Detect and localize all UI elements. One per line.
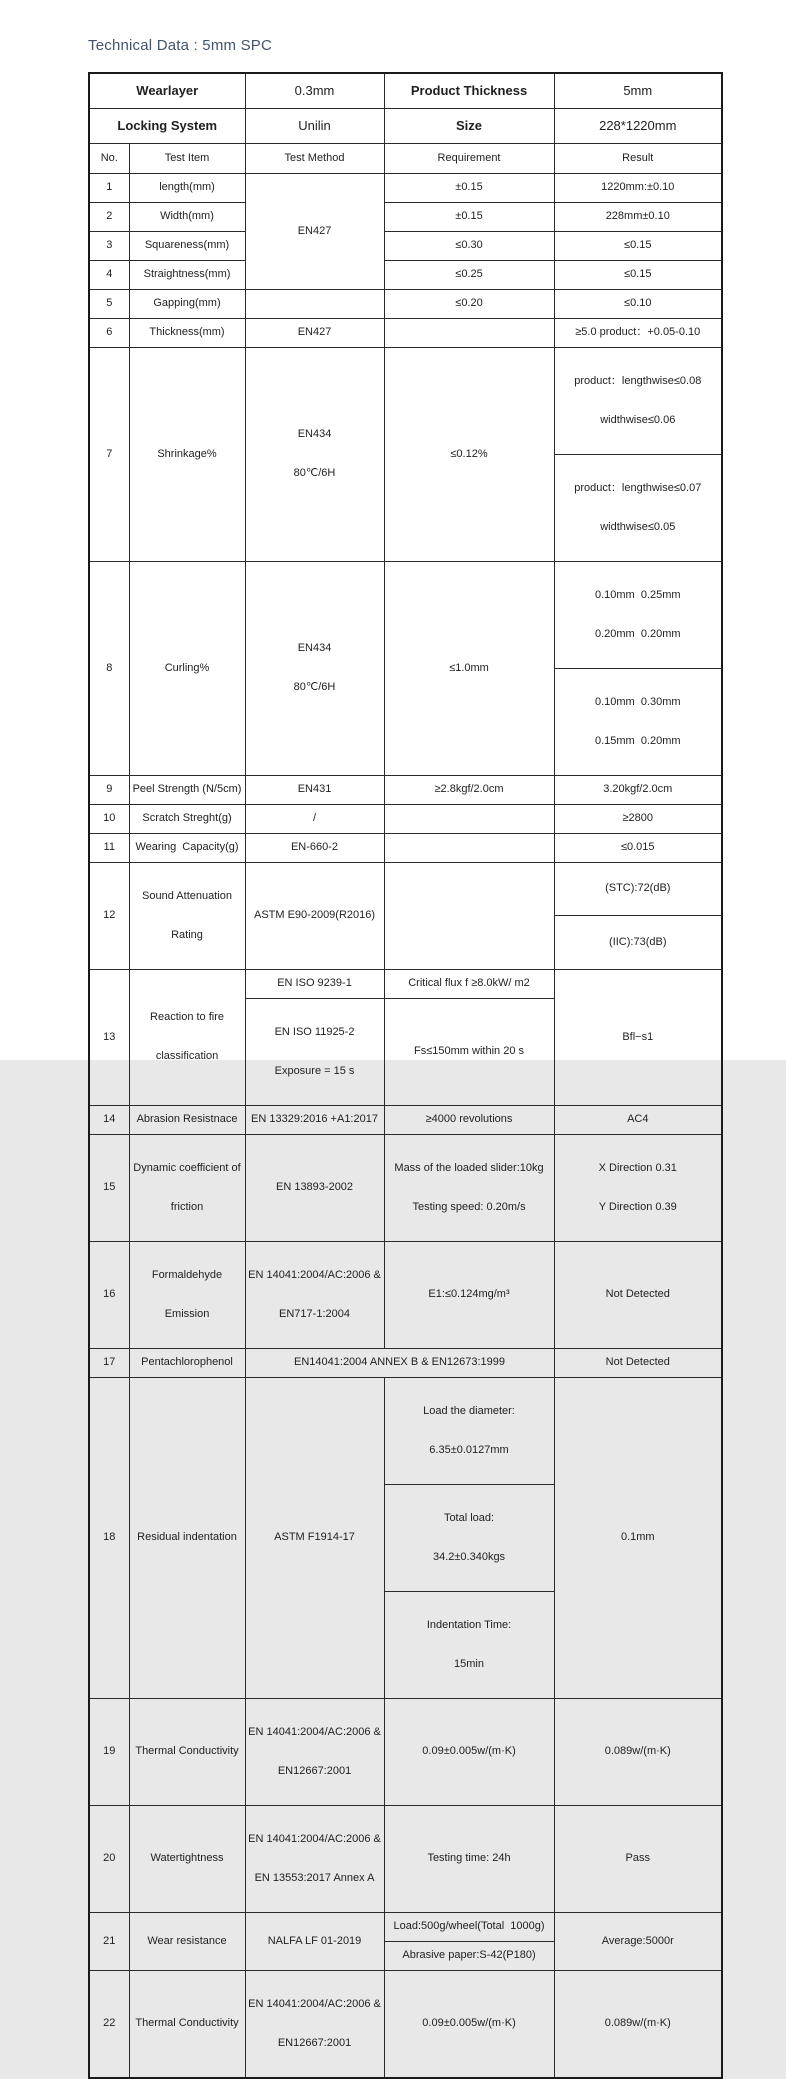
test-method-cell: EN427 [245,318,384,347]
result-cell [554,1134,722,1241]
result-cell [554,561,722,668]
requirement-cell: ≤1.0mm [384,561,554,775]
no-cell: 2 [89,202,129,231]
header-row-locking-system [89,108,722,143]
requirement-cell: ≤0.20 [384,289,554,318]
test-item-cell [129,862,245,969]
test-item-cell: Thickness(mm) [129,318,245,347]
test-item-cell [129,1241,245,1348]
requirement-cell [384,1591,554,1698]
method-line: EN 14041:2004/AC:2006 & [248,1832,381,1845]
result-cell: (IIC):73(dB) [554,916,722,970]
requirement-line: Total load: [443,1511,495,1524]
result-cell: 0.1mm [554,1377,722,1698]
test-method-cell [245,347,384,561]
table-row-20 [89,1805,722,1912]
test-method-cell: ASTM F1914-17 [245,1377,384,1698]
method-line: EN717-1:2004 [279,1307,350,1320]
column-header-test-method: Test Method [245,143,384,173]
no-cell: 14 [89,1105,129,1134]
requirement-cell [384,862,554,969]
method-line: EN12667:2001 [277,2036,352,2049]
result-line: 0.20mm 0.20mm [594,627,681,640]
result-cell: ≥2800 [554,804,722,833]
no-cell: 20 [89,1805,129,1912]
table-row-8 [89,561,722,668]
result-cell: 228mm±0.10 [554,202,722,231]
test-method-cell: EN 13329:2016 +A1:2017 [245,1105,384,1134]
page-title: Technical Data : 5mm SPC [88,37,273,54]
no-cell: 21 [89,1912,129,1970]
result-cell [554,347,722,454]
requirement-cell: Abrasive paper:S-42(P180) [384,1941,554,1970]
test-item-cell: Squareness(mm) [129,231,245,260]
requirement-cell [384,1484,554,1591]
wearlayer-value: 0.3mm [245,73,384,108]
size-value: 228*1220mm [554,108,722,143]
item-line: friction [170,1200,204,1213]
wearlayer-label: Wearlayer [89,73,245,108]
test-method-cell: EN427 [245,173,384,289]
result-cell: 0.089w/(m·K) [554,1698,722,1805]
table-row-16 [89,1241,722,1348]
requirement-cell [384,1377,554,1484]
table-row-15 [89,1134,722,1241]
requirement-cell: ±0.15 [384,173,554,202]
test-item-cell: Abrasion Resistnace [129,1105,245,1134]
result-line: 0.10mm 0.25mm [594,588,681,601]
test-method-cell: NALFA LF 01-2019 [245,1912,384,1970]
result-cell: ≤0.015 [554,833,722,862]
requirement-cell: ±0.15 [384,202,554,231]
requirement-line: Indentation Time: [426,1618,512,1631]
test-method-cell [245,561,384,775]
no-cell: 22 [89,1970,129,2078]
table-row-5 [89,289,722,318]
test-method-cell: EN 13893-2002 [245,1134,384,1241]
result-cell: ≤0.15 [554,260,722,289]
method-line: EN12667:2001 [277,1764,352,1777]
no-cell: 17 [89,1348,129,1377]
test-item-cell: Width(mm) [129,202,245,231]
item-line: Formaldehyde [151,1268,223,1281]
method-line: Exposure = 15 s [274,1064,355,1077]
item-line: Reaction to fire [150,1011,224,1023]
no-cell: 5 [89,289,129,318]
table-row-12 [89,862,722,916]
test-item-cell: Thermal Conductivity [129,1698,245,1805]
product-thickness-label: Product Thickness [384,73,554,108]
test-item-cell: length(mm) [129,173,245,202]
test-method-cell [245,998,384,1105]
size-label: Size [384,108,554,143]
result-line: Y Direction 0.39 [598,1200,677,1213]
item-line: Sound Attenuation [142,889,232,902]
no-cell: 1 [89,173,129,202]
test-method-cell: EN-660-2 [245,833,384,862]
test-method-cell [245,289,384,318]
table-row-13 [89,969,722,998]
result-cell [554,454,722,561]
table-row-4 [89,260,722,289]
test-method-cell: EN431 [245,775,384,804]
column-header-no: No. [89,143,129,173]
test-item-cell: Scratch Streght(g) [129,804,245,833]
result-cell: Average:5000r [554,1912,722,1970]
item-line: Emission [164,1307,210,1320]
method-line: EN 14041:2004/AC:2006 & [248,1268,381,1281]
requirement-cell: Fs≤150mm within 20 s [384,998,554,1105]
result-line: X Direction 0.31 [598,1161,677,1174]
result-line: product：lengthwise≤0.08 [574,374,702,387]
result-cell: Not Detected [554,1348,722,1377]
no-cell: 18 [89,1377,129,1698]
table-row-19 [89,1698,722,1805]
item-line: classification [155,1050,219,1062]
test-item-cell: Curling% [129,561,245,775]
table-row-10 [89,804,722,833]
table-row-11 [89,833,722,862]
method-line: EN ISO 11925-2 [274,1025,355,1038]
requirement-line: Mass of the loaded slider:10kg [394,1161,544,1174]
requirement-line: 34.2±0.340kgs [432,1550,506,1563]
no-cell: 7 [89,347,129,561]
no-cell: 8 [89,561,129,775]
requirement-cell: Testing time: 24h [384,1805,554,1912]
product-thickness-value: 5mm [554,73,722,108]
no-cell: 11 [89,833,129,862]
result-line: product：lengthwise≤0.07 [574,481,702,494]
requirement-cell: ≤0.25 [384,260,554,289]
no-cell: 19 [89,1698,129,1805]
table-row-21 [89,1912,722,1941]
item-line: Rating [171,928,203,941]
result-cell: ≤0.15 [554,231,722,260]
result-line: 0.15mm 0.20mm [594,734,681,747]
test-method-cell [245,1805,384,1912]
table-row-18 [89,1377,722,1484]
requirement-cell: 0.09±0.005w/(m·K) [384,1970,554,2078]
test-item-cell: Gapping(mm) [129,289,245,318]
requirement-cell: ≥2.8kgf/2.0cm [384,775,554,804]
table-row-1 [89,173,722,202]
method-line: EN434 [297,642,332,654]
result-line: widthwise≤0.06 [600,413,676,426]
requirement-cell: ≥4000 revolutions [384,1105,554,1134]
no-cell: 4 [89,260,129,289]
result-cell [554,668,722,775]
table-row-22 [89,1970,722,2078]
result-cell: 0.089w/(m·K) [554,1970,722,2078]
test-item-cell: Wearing Capacity(g) [129,833,245,862]
requirement-cell: ≤0.30 [384,231,554,260]
requirement-cell: 0.09±0.005w/(m·K) [384,1698,554,1805]
no-cell: 16 [89,1241,129,1348]
no-cell: 6 [89,318,129,347]
result-line: widthwise≤0.05 [600,520,676,533]
result-cell: (STC):72(dB) [554,862,722,916]
test-item-cell: Watertightness [129,1805,245,1912]
item-line: Dynamic coefficient of [133,1161,241,1174]
result-line: 0.10mm 0.30mm [594,695,681,708]
test-item-cell: Residual indentation [129,1377,245,1698]
no-cell: 15 [89,1134,129,1241]
method-line: EN434 [297,428,332,440]
method-line: EN 13553:2017 Annex A [254,1871,375,1884]
test-method-cell [245,1698,384,1805]
table-row-3 [89,231,722,260]
no-cell: 12 [89,862,129,969]
method-line: 80℃/6H [293,467,336,479]
requirement-line: Load the diameter: [423,1404,515,1417]
requirement-cell [384,804,554,833]
requirement-line: Testing speed: 0.20m/s [412,1200,526,1213]
table-row-2 [89,202,722,231]
result-cell: AC4 [554,1105,722,1134]
header-row-wearlayer [89,73,722,108]
requirement-line: 15min [454,1657,484,1670]
table-row-17 [89,1348,722,1377]
result-cell: ≤0.10 [554,289,722,318]
test-item-cell [129,1134,245,1241]
test-item-cell: Peel Strength (N/5cm) [129,775,245,804]
no-cell: 10 [89,804,129,833]
method-line: 80℃/6H [293,681,336,693]
test-item-cell: Wear resistance [129,1912,245,1970]
table-row-14 [89,1105,722,1134]
test-item-cell: Straightness(mm) [129,260,245,289]
result-cell: Bfl−s1 [554,969,722,1105]
table-row-9 [89,775,722,804]
test-method-requirement-cell: EN14041:2004 ANNEX B & EN12673:1999 [245,1348,554,1377]
column-header-test-item: Test Item [129,143,245,173]
method-line: EN 14041:2004/AC:2006 & [248,1997,381,2010]
requirement-cell: Critical flux f ≥8.0kW/ m2 [384,969,554,998]
column-header-requirement: Requirement [384,143,554,173]
test-item-cell: Shrinkage% [129,347,245,561]
requirement-line: 6.35±0.0127mm [429,1443,509,1456]
locking-system-label: Locking System [89,108,245,143]
column-header-result: Result [554,143,722,173]
result-cell: 1220mm:±0.10 [554,173,722,202]
test-method-cell: ASTM E90-2009(R2016) [245,862,384,969]
technical-data-table [88,72,723,2079]
test-method-cell: EN ISO 9239-1 [245,969,384,998]
locking-system-value: Unilin [245,108,384,143]
table-row-7 [89,347,722,454]
result-cell: ≥5.0 product：+0.05-0.10 [554,318,722,347]
requirement-cell [384,318,554,347]
method-line: EN 14041:2004/AC:2006 & [248,1725,381,1738]
test-method-cell [245,1241,384,1348]
requirement-cell [384,1134,554,1241]
no-cell: 3 [89,231,129,260]
requirement-cell: E1:≤0.124mg/m³ [384,1241,554,1348]
test-method-cell [245,1970,384,2078]
result-cell: 3.20kgf/2.0cm [554,775,722,804]
requirement-cell: ≤0.12% [384,347,554,561]
table-row-6 [89,318,722,347]
column-header-row [89,143,722,173]
result-cell: Pass [554,1805,722,1912]
test-item-cell [129,969,245,1105]
result-cell: Not Detected [554,1241,722,1348]
test-item-cell: Thermal Conductivity [129,1970,245,2078]
requirement-cell: Load:500g/wheel(Total 1000g) [384,1912,554,1941]
no-cell: 9 [89,775,129,804]
test-method-cell: / [245,804,384,833]
no-cell: 13 [89,969,129,1105]
test-item-cell: Pentachlorophenol [129,1348,245,1377]
requirement-cell [384,833,554,862]
